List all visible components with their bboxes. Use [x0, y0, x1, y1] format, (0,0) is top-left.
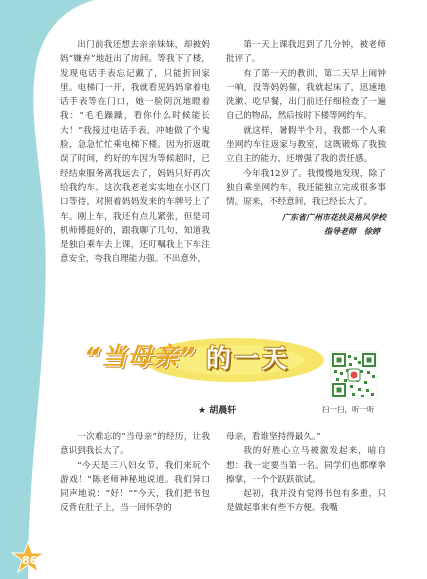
- qr-code-icon[interactable]: [330, 351, 378, 399]
- essay1-teacher: 指导老师 徐婷: [324, 225, 380, 236]
- essay1-right-paragraph-3: 就这样，暑假半个月，我都一个人乘坐网约车往返家与教室，这既锻炼了我独立自主的能力，还增强了我的责任感。: [226, 125, 386, 165]
- essay2-right-paragraph-3: 起初，我并没有觉得书包有多重，只是做起事来有些不方便。我嘴: [226, 489, 386, 514]
- essay2-author: ★ 胡晨轩: [198, 406, 237, 416]
- essay1-school: 广东省广州市花扶灵格风学校: [282, 211, 386, 222]
- essay2-right-paragraph-1: 母亲，看谁坚持得最久。”: [226, 432, 321, 442]
- essay2-right-paragraph-2: 我的好胜心立马被激发起来，暗自想：我一定要当第一名。同学们也都摩拳擦掌，一个个跃跃欲试。: [226, 446, 386, 485]
- essay1-right-paragraph-2: 有了第一天的教训，第二天早上闹钟一响，没等妈妈催，我就起床了，迅速地洗漱、吃早餐，出门前还仔细检查了一遍自己的物品，然后按时下楼等网约车。: [226, 68, 386, 122]
- essay1-left-paragraph-1: 出门前我还想去亲亲妹妹，却被妈妈“嫌弃”地赶出了房间。等我下了楼，发现电话手表忘记戴了，只能折回家里。电梯门一开，我就看见妈妈拿着电话手表等在门口，她一脸阴沉地瞪着我：“毛毛躁躁，看你什么时候能长大！”我接过电话手表，冲她做了个鬼脸，急急忙忙乘电梯下楼。因为折返耽误了时间，约好的车因为等候超时，已经结束服务离我远去了，妈妈只好再次给我约车。这次我老老实实地在小区门口等待，对照着妈妈发来的车牌号上了车。刚上车，我还有点儿紧张，但是司机师傅挺好的，跟我聊了几句，知道我是独自乘车去上课，还叮嘱我上下车注意安全，夸我自理能力强。不出意外，: [60, 40, 210, 265]
- essay2-right-column: [226, 430, 386, 516]
- essay2-left-column: [60, 430, 210, 516]
- essay1-right-column: [226, 38, 386, 238]
- essay1-right-paragraph-4: 今年我12岁了。我慢慢地发现，除了独自乘坐网约车，我还能独立完成很多事情。原来，不经意间，我已经长大了。: [226, 168, 386, 208]
- essay2-left-paragraph-1: 一次难忘的“当母亲”的经历，让我意识到我长大了。: [60, 432, 210, 457]
- essay1-left-column: [60, 38, 210, 267]
- essay1-right-paragraph-1: 第一天上课我迟到了几分钟，被老师批评了。: [226, 40, 386, 65]
- essay2-title-rest: 的一天: [206, 344, 291, 373]
- page-number: 86: [22, 554, 38, 567]
- essay2-title-quoted: “当母亲”: [84, 342, 197, 371]
- qr-caption: 扫一扫，听一听: [322, 405, 375, 414]
- essay2-left-paragraph-2: “今天是三八妇女节，我们来玩个游戏！”陈老师神秘地说道。我们异口同声地说：“好！”“今天，我们把书包反背在肚子上，当一回怀孕的: [60, 460, 210, 514]
